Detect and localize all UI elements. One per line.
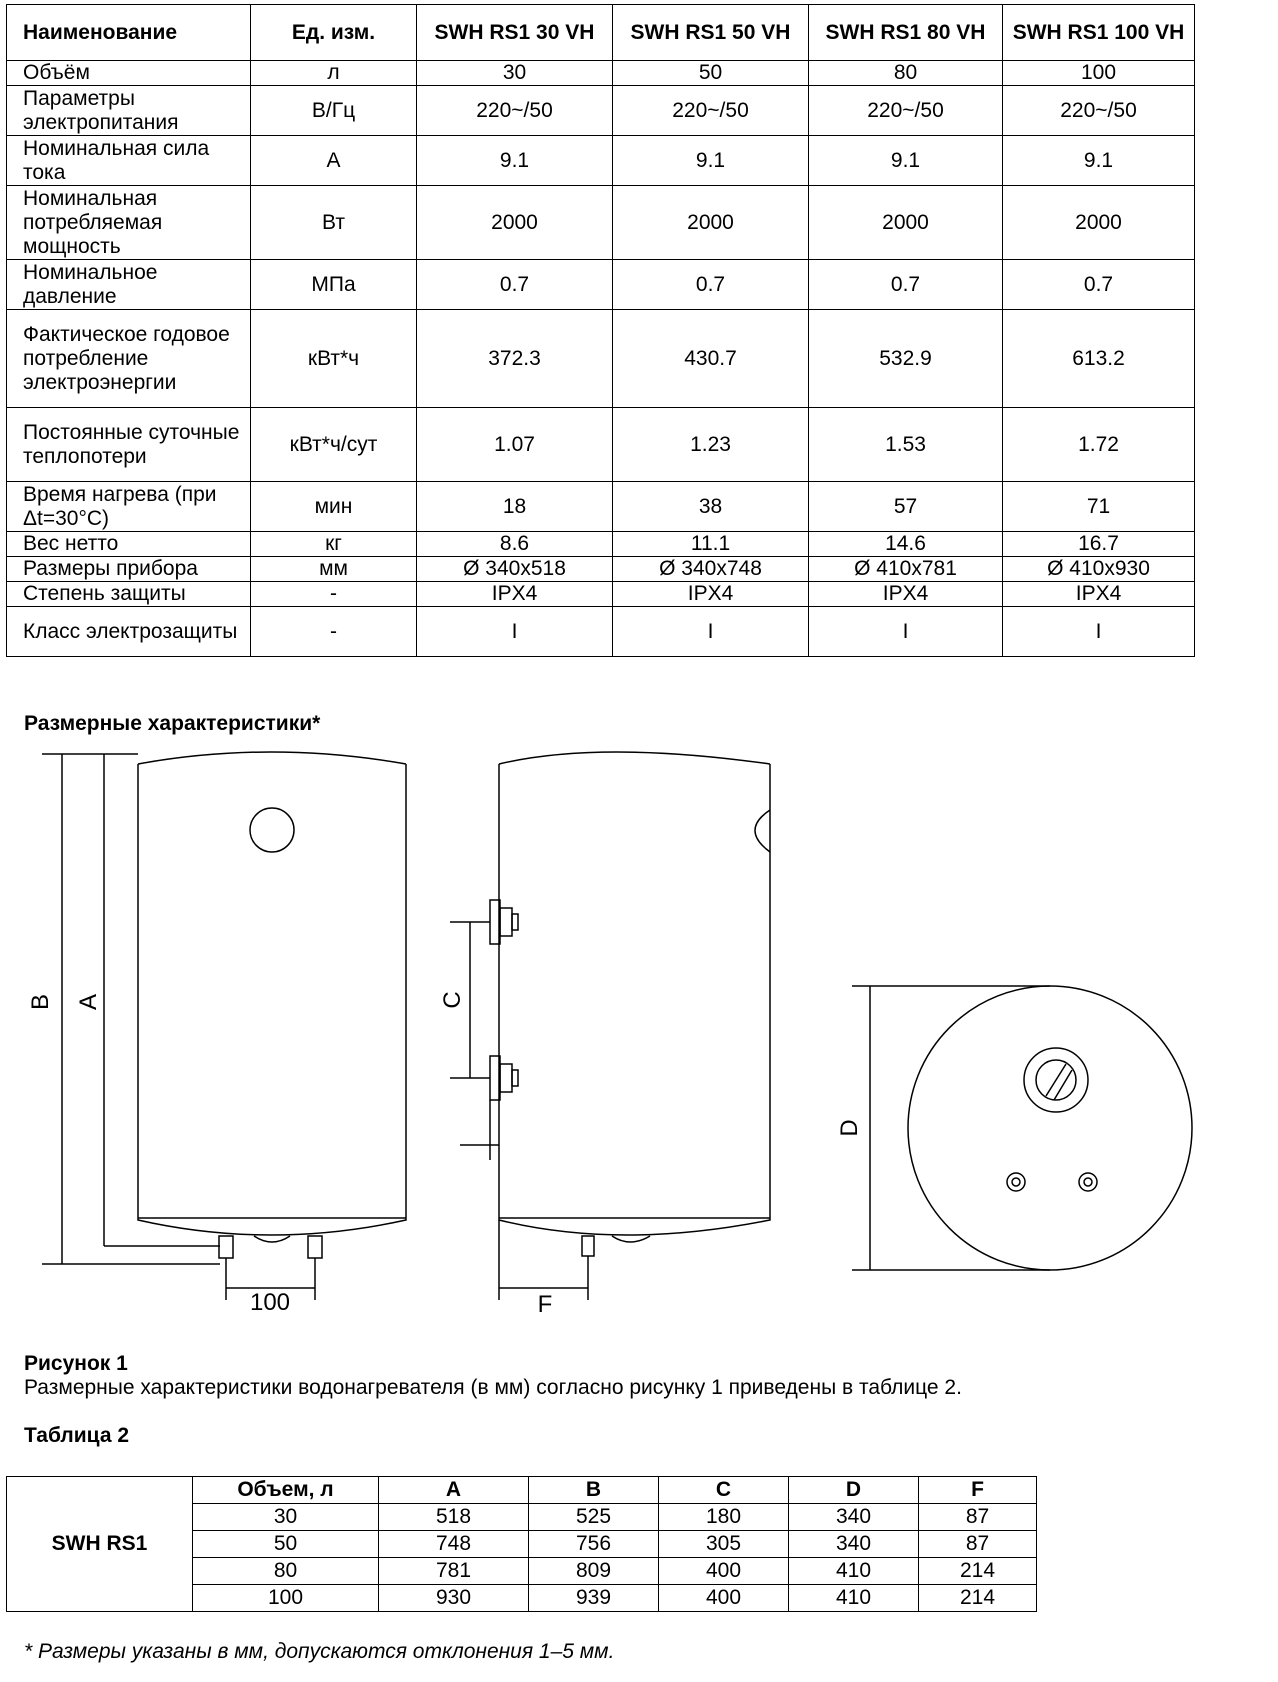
- table2-cell: 525: [529, 1504, 659, 1531]
- spec-param-unit: МПа: [251, 260, 417, 310]
- table2-header: F: [919, 1477, 1037, 1504]
- spec-value: IPX4: [417, 582, 613, 607]
- spec-value: 2000: [417, 186, 613, 260]
- spec-param-unit: л: [251, 61, 417, 86]
- dimensions-table: [6, 1476, 1037, 1612]
- table2-cell: 30: [193, 1504, 379, 1531]
- spec-value: IPX4: [809, 582, 1003, 607]
- label-F: F: [537, 1291, 553, 1318]
- spec-table: [6, 4, 1195, 657]
- spec-value: Ø 410x930: [1003, 557, 1195, 582]
- spec-value: 220~/50: [809, 86, 1003, 136]
- table2-header-row: [7, 1477, 1037, 1504]
- spec-value: 14.6: [809, 532, 1003, 557]
- spec-value: Ø 340x748: [613, 557, 809, 582]
- spec-value: 1.53: [809, 408, 1003, 482]
- table2-cell: 410: [789, 1558, 919, 1585]
- spec-header-unit: Ед. изм.: [251, 5, 417, 61]
- spec-param-name: Класс электрозащиты: [7, 607, 251, 657]
- spec-value: 372.3: [417, 310, 613, 408]
- table2-cell: 809: [529, 1558, 659, 1585]
- spec-header-model: SWH RS1 50 VH: [613, 5, 809, 61]
- spec-param-unit: В/Гц: [251, 86, 417, 136]
- table2-cell: 80: [193, 1558, 379, 1585]
- spec-row: [7, 557, 1195, 582]
- spec-value: 50: [613, 61, 809, 86]
- spec-value: 100: [1003, 61, 1195, 86]
- spec-value: 30: [417, 61, 613, 86]
- spec-row: [7, 607, 1195, 657]
- spec-row: [7, 260, 1195, 310]
- spec-row: [7, 86, 1195, 136]
- spec-value: 11.1: [613, 532, 809, 557]
- spec-param-unit: кг: [251, 532, 417, 557]
- spec-row: [7, 482, 1195, 532]
- table2-cell: 100: [193, 1585, 379, 1612]
- table2-header: D: [789, 1477, 919, 1504]
- spec-value: 1.23: [613, 408, 809, 482]
- spec-param-unit: мм: [251, 557, 417, 582]
- spec-value: I: [613, 607, 809, 657]
- spec-value: 71: [1003, 482, 1195, 532]
- spec-param-unit: А: [251, 136, 417, 186]
- spec-param-unit: кВт*ч: [251, 310, 417, 408]
- spec-value: 2000: [809, 186, 1003, 260]
- table2-cell: 410: [789, 1585, 919, 1612]
- table2-cell: 305: [659, 1531, 789, 1558]
- spec-param-name: Время нагрева (при Δt=30°C): [7, 482, 251, 532]
- spec-value: 220~/50: [613, 86, 809, 136]
- table2-header: B: [529, 1477, 659, 1504]
- label-100: 100: [249, 1289, 291, 1316]
- spec-param-unit: мин: [251, 482, 417, 532]
- spec-row: [7, 532, 1195, 557]
- figure-caption: Рисунок 1: [24, 1352, 128, 1375]
- footnote: * Размеры указаны в мм, допускаются отклонения 1–5 мм.: [24, 1640, 615, 1663]
- spec-value: I: [417, 607, 613, 657]
- spec-value: 532.9: [809, 310, 1003, 408]
- spec-param-unit: Вт: [251, 186, 417, 260]
- spec-param-name: Вес нетто: [7, 532, 251, 557]
- spec-param-name: Размеры прибора: [7, 557, 251, 582]
- spec-param-name: Параметры электропитания: [7, 86, 251, 136]
- table2-cell: 781: [379, 1558, 529, 1585]
- table2-cell: 50: [193, 1531, 379, 1558]
- spec-header-model: SWH RS1 100 VH: [1003, 5, 1195, 61]
- table2-cell: 87: [919, 1504, 1037, 1531]
- table2-cell: 214: [919, 1558, 1037, 1585]
- front-pipe-left: [219, 1236, 233, 1258]
- spec-param-name: Постоянные суточные теплопотери: [7, 408, 251, 482]
- spec-param-unit: -: [251, 582, 417, 607]
- table2-series: SWH RS1: [7, 1477, 193, 1612]
- table2-cell: 340: [789, 1531, 919, 1558]
- table2-cell: 748: [379, 1531, 529, 1558]
- spec-value: 80: [809, 61, 1003, 86]
- spec-value: 2000: [1003, 186, 1195, 260]
- spec-param-name: Объём: [7, 61, 251, 86]
- front-body: [138, 764, 406, 1235]
- table2-cell: 930: [379, 1585, 529, 1612]
- table2-cell: 214: [919, 1585, 1037, 1612]
- table2-header: C: [659, 1477, 789, 1504]
- spec-param-unit: кВт*ч/сут: [251, 408, 417, 482]
- dimensions-heading: Размерные характеристики*: [24, 712, 321, 735]
- spec-value: 220~/50: [1003, 86, 1195, 136]
- spec-header-row: [7, 5, 1195, 61]
- spec-value: 9.1: [809, 136, 1003, 186]
- table2-cell: 939: [529, 1585, 659, 1612]
- table2-cell: 756: [529, 1531, 659, 1558]
- spec-value: 2000: [613, 186, 809, 260]
- table2-cell: 340: [789, 1504, 919, 1531]
- spec-row: [7, 310, 1195, 408]
- spec-value: 18: [417, 482, 613, 532]
- table2-cell: 87: [919, 1531, 1037, 1558]
- side-flange: [755, 810, 770, 852]
- spec-value: 38: [613, 482, 809, 532]
- spec-value: 16.7: [1003, 532, 1195, 557]
- label-C: C: [439, 991, 466, 1009]
- spec-row: [7, 61, 1195, 86]
- side-top-cap: [499, 752, 770, 764]
- spec-value: I: [1003, 607, 1195, 657]
- spec-param-name: Степень защиты: [7, 582, 251, 607]
- label-B: B: [27, 993, 54, 1011]
- spec-value: 0.7: [809, 260, 1003, 310]
- spec-value: 9.1: [613, 136, 809, 186]
- table2-title: Таблица 2: [24, 1424, 130, 1447]
- front-pipe-right: [308, 1236, 322, 1258]
- front-top-cap: [138, 752, 406, 764]
- spec-row: [7, 136, 1195, 186]
- spec-value: 8.6: [417, 532, 613, 557]
- figure-text: Размерные характеристики водонагревателя (в мм) согласно рисунку 1 приведены в таблице 2.: [24, 1376, 962, 1399]
- spec-value: 0.7: [613, 260, 809, 310]
- spec-row: [7, 582, 1195, 607]
- spec-value: 220~/50: [417, 86, 613, 136]
- table2-cell: 400: [659, 1585, 789, 1612]
- spec-header-name: Наименование: [7, 5, 251, 61]
- spec-param-name: Номинальное давление: [7, 260, 251, 310]
- front-flange-circle: [250, 808, 294, 852]
- spec-param-unit: -: [251, 607, 417, 657]
- spec-value: 430.7: [613, 310, 809, 408]
- spec-value: Ø 340x518: [417, 557, 613, 582]
- spec-param-name: Номинальная потребляемая мощность: [7, 186, 251, 260]
- spec-header-model: SWH RS1 30 VH: [417, 5, 613, 61]
- spec-value: 9.1: [1003, 136, 1195, 186]
- table2-cell: 400: [659, 1558, 789, 1585]
- spec-param-name: Фактическое годовое потребление электроэнергии: [7, 310, 251, 408]
- table2-header: Объем, л: [193, 1477, 379, 1504]
- table2-header: A: [379, 1477, 529, 1504]
- spec-row: [7, 408, 1195, 482]
- side-body: [499, 764, 770, 1235]
- spec-header-model: SWH RS1 80 VH: [809, 5, 1003, 61]
- top-view-circle: [908, 986, 1192, 1270]
- spec-value: 0.7: [1003, 260, 1195, 310]
- spec-value: IPX4: [1003, 582, 1195, 607]
- spec-value: 1.07: [417, 408, 613, 482]
- spec-value: Ø 410x781: [809, 557, 1003, 582]
- spec-value: IPX4: [613, 582, 809, 607]
- label-D: D: [836, 1119, 863, 1137]
- spec-value: 1.72: [1003, 408, 1195, 482]
- dimensional-drawing: [0, 740, 1278, 1320]
- table2-cell: 518: [379, 1504, 529, 1531]
- spec-value: I: [809, 607, 1003, 657]
- spec-param-name: Номинальная сила тока: [7, 136, 251, 186]
- spec-value: 9.1: [417, 136, 613, 186]
- spec-row: [7, 186, 1195, 260]
- spec-value: 57: [809, 482, 1003, 532]
- spec-value: 613.2: [1003, 310, 1195, 408]
- table2-cell: 180: [659, 1504, 789, 1531]
- label-A: A: [75, 993, 102, 1011]
- spec-value: 0.7: [417, 260, 613, 310]
